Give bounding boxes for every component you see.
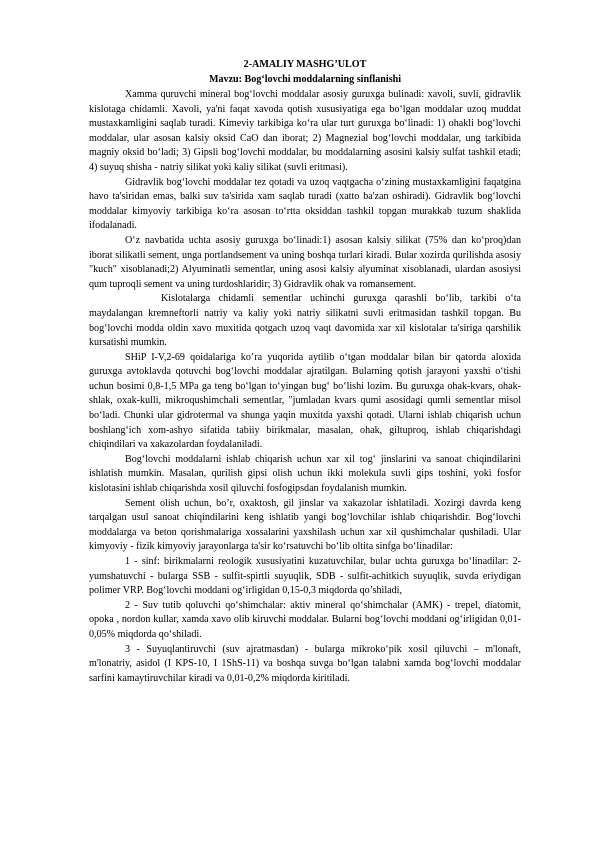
paragraph: Gidravlik bog‘lovchi moddalar tez qotadi va uzoq vaqtgacha o‘zining mustaxkamligini faqatgina havo ta'siridan emas, balki suv ta'sirida xam saqlab turadi (xatto ba'zan oshiradi). Gidravlik bog‘lovchi moddalar kimyoviy tarkibiga ko‘ra asosan to‘rtta oksiddan tashkil topgan murakkab tuzum shaklida ifodalanadi. <box>89 176 521 232</box>
paragraph: 1 - sinf: birikmalarni reologik xususiyatini kuzatuvchilar, bular uchta guruxga bo‘linadilar: 2- yumshatuvchi - bularga SSB - sulfit-spirtli suyuqlik, SDB - sulfit-achitkich suyuqlik, suvda eriydigan polimer VRP. Bog‘lovchi moddani og‘irligidan 0,15-0,3 miqdorda qo’shiladi, <box>89 556 521 597</box>
document-page <box>89 57 521 686</box>
paragraph: SHiP I-V,2-69 qoidalariga ko’ra yuqorida aytilib o‘tgan moddalar bilan bir qatorda aloxida guruxga avtoklavda qotuvchi bog‘lovchi moddalar ajratilgan. Bularning qotish jarayoni yaxshi o‘tishi uchun bosimi 0,8-1,5 MPa ga teng bo‘lgan to‘yingan bug‘ bo‘lishi lozim. Bu guruxga ohak-kvars, ohak-shlak, oxak-kulli, mikroqushimchali sementlar, "jumladan kvars qumi asosidagi qumli sementlar misol bo‘ladi. Chunki ular gidrotermal va shunga yaqin muxitda yaxshi qotadi. Ularni ishlab chiqarish uchun boshlang‘ich xom-ashyo sifatida tabiiy birikmalar, masalan, ohak, giltuproq, ishlab chiqarishdagi chiqindilari va xakazolardan foydalaniladi. <box>89 351 521 451</box>
paragraph: Kislotalarga chidamli sementlar uchinchi guruxga qarashli bo‘lib, tarkibi o‘ta maydalangan kremneftorli natriy va kaliy yoki natriy silikatni suvli eritmasidan tashkil topgan. Bu bog‘lovchi modda oldin xavo muxitida qotgach uzoq vaqt davomida xar xil kislotalar ta'siriga qarshilik kursatishi mumkin. <box>89 293 521 349</box>
paragraph: O‘z navbatida uchta asosiy guruxga bo‘linadi:1) asosan kalsiy silikat (75% dan ko‘proq)dan iborat silikatli sement, unga portlandsement va uning boshqa turlari kiradi. Bular xozirda qurilishda asosiy "kuch" xisoblanadi;2) Alyuminatli sementlar, uning asosi kalsiy alyuminat xisoblanadi, ulardan asosiysi qum tuproqli sement va uning turdoshlaridir; 3) Gidravlik ohak va romansement. <box>89 234 521 290</box>
page-title: 2-AMALIY MASHG’ULOT <box>243 59 367 70</box>
page-subtitle: Mavzu: Bog‘lovchi moddalarning sinflanishi <box>208 74 402 85</box>
paragraph: Sement olish uchun, bo’r, oxaktosh, gil jinslar va xakazolar ishlatiladi. Xozirgi davrda keng tarqalgan usul sanoat chiqindilarini keng ishlatib yangi bog‘lovchilar ishlab chiqarishdir. Bog‘lovchi moddalarga va beton qorishmalariga xossalarini yaxshilash uchun xar xil qushimchalar qushiladi. Ular kimyoviy - fizik kimyoviy jarayonlarga ta'sir ko‘rsatuvchi bo‘lib oltita sinfga bo‘linadilar: <box>89 497 521 553</box>
paragraph: 3 - Suyuqlantiruvchi (suv ajratmasdan) - bularga mikroko‘pik xosil qiluvchi – m'lonaft, m'lonatriy, asidol (I KPS-10, I 1ShS-11) va boshqa suvga bo‘lgan talabni xamda bog‘lovchi moddalar sarfini kamaytiruvchilar kiradi va 0,01-0,2% miqdorda kiritiladi. <box>89 643 521 684</box>
paragraph: Bog‘lovchi moddalarni ishlab chiqarish uchun xar xil tog‘ jinslarini va sanoat chiqindilarini ishlatish mumkin. Masalan, qurilish gipsi olish uchun ikki molekula suvli gips toshini, yoki fosfor kislotasini ishlab chiqarishda xosil qiluvchi fosfogipsdan foydalanish mumkin. <box>89 453 521 495</box>
paragraph: Xamma quruvchi mineral bog‘lovchi moddalar asosiy guruxga bulinadi: xavoli, suvli, gidravlik kislotaga chidamli. Xavoli, ya'ni faqat xavoda qotish xususiyatiga ega bo‘lgan moddalar uzoq muddat mustaxkamligini saqlab turadi. Kimeviy tarkibiga ko‘ra ular turt guruxga bo‘linadi: 1) ohakli bog‘lovchi moddalar, ular asosan kalsiy oksid CaO dan iborat; 2) Magnezial bog‘lovchi moddalar, ung tarkibida magniy oksid bo‘ladi; 3) Gipsli bog‘lovchi moddalar, bu moddalarning asosini kalsiy sulfat tashkil etadi; 4) suyuq shisha - natriy silikat yoki kaliy silikat (suvli eritmasi). <box>89 89 521 173</box>
paragraph: 2 - Suv tutib qoluvchi qo‘shimchalar: aktiv mineral qo‘shimchalar (AMK) - trepel, diatomit, opoka , nordon kullar, xamda xavo olib kiruvchi moddalar. Bularni bog‘lovchi moddani og‘irligidan 0,01-0,05% miqdorda qo‘shiladi. <box>89 599 521 640</box>
